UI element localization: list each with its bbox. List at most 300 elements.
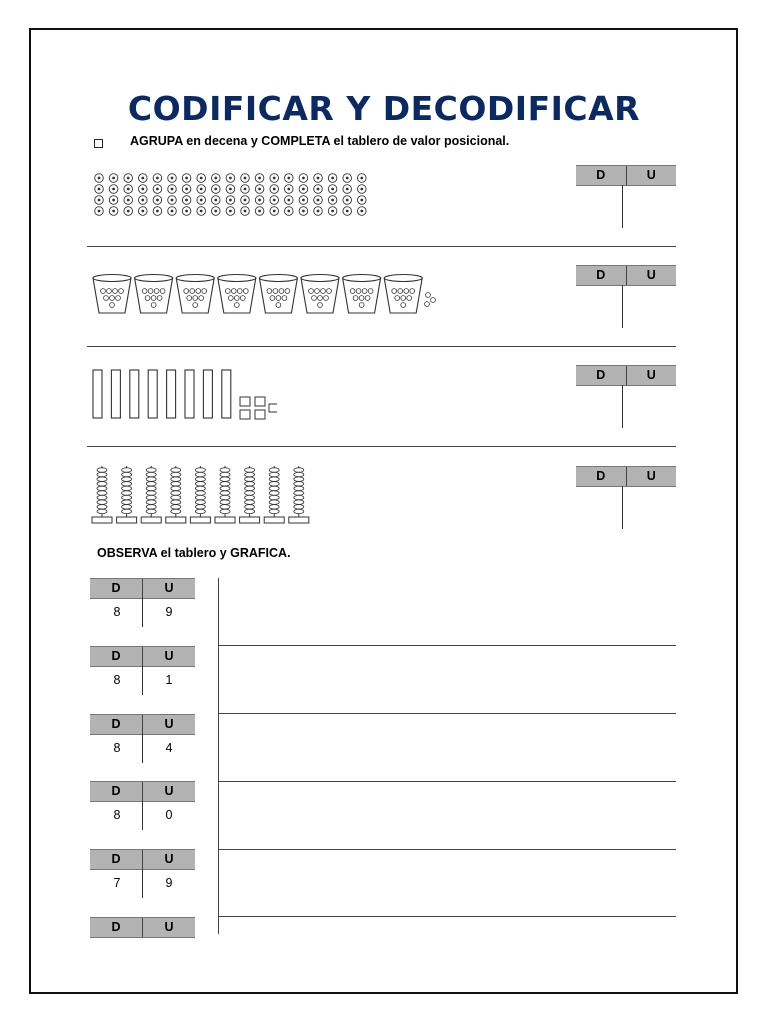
ten-rod-icon <box>167 370 176 418</box>
header-tens: D <box>111 852 121 866</box>
ball-icon <box>193 296 198 301</box>
flower-center-icon <box>346 210 349 213</box>
ball-icon <box>401 296 406 301</box>
ball-icon <box>119 289 124 294</box>
ten-rod-icon <box>93 370 102 418</box>
row-divider <box>218 849 676 850</box>
abacus-bead-icon <box>146 472 156 476</box>
flower-center-icon <box>214 210 217 213</box>
ball-icon <box>151 303 156 308</box>
abacus-bead-icon <box>269 468 279 472</box>
flower-center-icon <box>258 199 261 202</box>
ten-rod-icon <box>111 370 120 418</box>
flower-center-icon <box>346 199 349 202</box>
ball-icon <box>359 296 364 301</box>
ball-icon <box>160 289 165 294</box>
abacus-bead-icon <box>97 468 107 472</box>
flower-center-icon <box>258 177 261 180</box>
ball-icon <box>234 303 239 308</box>
flower-center-icon <box>171 210 174 213</box>
abacus-bead-icon <box>220 477 230 481</box>
abacus-bead-icon <box>245 491 255 495</box>
abacus-bead-icon <box>245 477 255 481</box>
abacus-bead-icon <box>294 491 304 495</box>
abacus-bead-icon <box>195 509 205 513</box>
flower-center-icon <box>141 177 144 180</box>
abacus-bead-icon <box>245 500 255 504</box>
header-units: U <box>164 920 174 934</box>
ball-icon <box>282 296 287 301</box>
flower-center-icon <box>317 188 320 191</box>
header-units: U <box>646 469 656 483</box>
flower-center-icon <box>141 210 144 213</box>
abacus-bead-icon <box>220 486 230 490</box>
ball-icon <box>276 303 281 308</box>
loose-ball-icon <box>425 302 430 307</box>
flower-center-icon <box>98 188 101 191</box>
ball-icon <box>110 296 115 301</box>
units-value: 0 <box>165 808 173 822</box>
abacus-base-icon <box>215 517 235 523</box>
abacus-bead-icon <box>122 477 132 481</box>
abacus-bead-icon <box>269 482 279 486</box>
unit-cube-icon <box>255 397 265 406</box>
flower-center-icon <box>273 210 276 213</box>
abacus-bead-icon <box>122 468 132 472</box>
ball-icon <box>116 296 121 301</box>
abacus-bead-icon <box>171 477 181 481</box>
abacus-bead-icon <box>220 482 230 486</box>
abacus-bead-icon <box>146 495 156 499</box>
ball-icon <box>324 296 329 301</box>
ball-icon <box>202 289 207 294</box>
abacus-bead-icon <box>220 491 230 495</box>
flower-center-icon <box>229 188 232 191</box>
du-table-divider <box>142 666 143 695</box>
ball-icon <box>107 289 112 294</box>
ten-rod-icon <box>130 370 139 418</box>
flower-center-icon <box>244 177 247 180</box>
ball-icon <box>151 296 156 301</box>
header-units: U <box>164 581 174 595</box>
header-tens: D <box>596 368 606 382</box>
du-table-header <box>90 849 195 870</box>
abacus-bead-icon <box>294 500 304 504</box>
units-value: 4 <box>165 741 173 755</box>
flower-center-icon <box>331 210 334 213</box>
flower-center-icon <box>171 199 174 202</box>
abacus-bead-icon <box>220 472 230 476</box>
ball-icon <box>237 289 242 294</box>
ball-icon <box>368 289 373 294</box>
abacus-bead-icon <box>146 486 156 490</box>
ball-icon <box>315 289 320 294</box>
flower-center-icon <box>112 210 115 213</box>
page-title: CODIFICAR Y DECODIFICAR <box>127 89 641 128</box>
flower-center-icon <box>244 199 247 202</box>
ball-icon <box>318 296 323 301</box>
graph-area-divider <box>218 578 219 934</box>
ball-icon <box>401 303 406 308</box>
header-tens: D <box>596 469 606 483</box>
du-table-header <box>90 714 195 735</box>
flower-center-icon <box>346 177 349 180</box>
flower-center-icon <box>229 177 232 180</box>
flower-center-icon <box>258 210 261 213</box>
tens-value: 7 <box>113 876 121 890</box>
abacus-bead-icon <box>195 500 205 504</box>
basket-rim-icon <box>301 275 339 282</box>
ball-icon <box>350 289 355 294</box>
flower-center-icon <box>360 210 363 213</box>
abacus-base-icon <box>289 517 309 523</box>
ball-icon <box>199 296 204 301</box>
ball-icon <box>273 289 278 294</box>
abacus-bead-icon <box>171 472 181 476</box>
du-table-header <box>90 578 195 599</box>
header-tens: D <box>111 784 121 798</box>
abacus-bead-icon <box>220 500 230 504</box>
abacus-base-icon <box>264 517 284 523</box>
flower-center-icon <box>214 177 217 180</box>
abacus-bead-icon <box>294 495 304 499</box>
basket-rim-icon <box>93 275 131 282</box>
row-divider <box>218 713 676 714</box>
abacus-base-icon <box>190 517 210 523</box>
flower-center-icon <box>156 210 159 213</box>
ball-icon <box>398 289 403 294</box>
ball-icon <box>365 296 370 301</box>
ball-icon <box>187 296 192 301</box>
abacus-bead-icon <box>195 495 205 499</box>
header-units: U <box>646 168 656 182</box>
header-units: U <box>164 649 174 663</box>
flower-center-icon <box>141 199 144 202</box>
ball-icon <box>318 303 323 308</box>
flower-center-icon <box>112 177 115 180</box>
flower-center-icon <box>287 188 290 191</box>
abacus-bead-icon <box>122 495 132 499</box>
abacus-bead-icon <box>294 468 304 472</box>
abacus-bead-icon <box>269 495 279 499</box>
flower-center-icon <box>156 188 159 191</box>
tens-value: 8 <box>113 808 121 822</box>
flower-center-icon <box>287 210 290 213</box>
abacus-bead-icon <box>294 505 304 509</box>
ball-icon <box>234 296 239 301</box>
abacus-bead-icon <box>269 486 279 490</box>
du-table-divider <box>142 734 143 763</box>
flower-center-icon <box>244 210 247 213</box>
row-divider <box>218 916 676 917</box>
du-table-header <box>90 781 195 802</box>
abacus-bead-icon <box>195 486 205 490</box>
flower-center-icon <box>360 177 363 180</box>
ball-icon <box>267 289 272 294</box>
ball-icon <box>404 289 409 294</box>
header-units: U <box>164 852 174 866</box>
flower-center-icon <box>127 210 130 213</box>
abacus-bead-icon <box>97 495 107 499</box>
abacus-bead-icon <box>195 482 205 486</box>
flower-center-icon <box>331 199 334 202</box>
units-value: 1 <box>165 673 173 687</box>
ball-icon <box>359 303 364 308</box>
tens-value: 8 <box>113 605 121 619</box>
ball-icon <box>154 289 159 294</box>
ball-icon <box>240 296 245 301</box>
abacus-bead-icon <box>294 477 304 481</box>
flower-center-icon <box>287 199 290 202</box>
flower-center-icon <box>185 199 188 202</box>
abacus-bead-icon <box>171 486 181 490</box>
flower-center-icon <box>112 199 115 202</box>
abacus-bead-icon <box>294 486 304 490</box>
row-divider <box>218 781 676 782</box>
ball-icon <box>312 296 317 301</box>
flower-center-icon <box>229 199 232 202</box>
abacus-bead-icon <box>146 482 156 486</box>
ball-icon <box>104 296 109 301</box>
ball-icon <box>231 289 236 294</box>
flower-center-icon <box>200 210 203 213</box>
abacus-bead-icon <box>245 505 255 509</box>
flower-center-icon <box>214 199 217 202</box>
ball-icon <box>407 296 412 301</box>
abacus-bead-icon <box>220 505 230 509</box>
flower-center-icon <box>156 177 159 180</box>
abacus-bead-icon <box>146 468 156 472</box>
abacus-bead-icon <box>146 477 156 481</box>
abacus-bead-icon <box>97 486 107 490</box>
ball-icon <box>410 289 415 294</box>
row-divider <box>218 645 676 646</box>
abacus-bead-icon <box>122 509 132 513</box>
flower-center-icon <box>302 199 305 202</box>
abacus-base-icon <box>92 517 112 523</box>
du-table-divider <box>142 801 143 830</box>
ball-icon <box>193 303 198 308</box>
abacus-bead-icon <box>195 472 205 476</box>
header-tens: D <box>111 649 121 663</box>
unit-cube-icon <box>240 410 250 419</box>
unit-cube-icon <box>240 397 250 406</box>
abacus-bead-icon <box>245 486 255 490</box>
ball-icon <box>148 289 153 294</box>
flower-center-icon <box>273 199 276 202</box>
basket-rim-icon <box>218 275 256 282</box>
flower-center-icon <box>185 188 188 191</box>
flower-center-icon <box>244 188 247 191</box>
abacus-bead-icon <box>97 491 107 495</box>
abacus-bead-icon <box>245 468 255 472</box>
ten-rod-icon <box>148 370 157 418</box>
flower-center-icon <box>127 199 130 202</box>
flower-center-icon <box>98 210 101 213</box>
abacus-bead-icon <box>171 505 181 509</box>
flower-center-icon <box>171 188 174 191</box>
ball-icon <box>157 296 162 301</box>
unit-cube-icon <box>255 410 265 419</box>
ball-icon <box>309 289 314 294</box>
ball-icon <box>225 289 230 294</box>
abacus-bead-icon <box>97 472 107 476</box>
instruction-part1: AGRUPA en decena y COMPLETA el tablero de valor posicional. <box>130 134 510 148</box>
abacus-bead-icon <box>269 472 279 476</box>
ball-icon <box>356 289 361 294</box>
flower-center-icon <box>331 177 334 180</box>
abacus-bead-icon <box>245 509 255 513</box>
flower-center-icon <box>258 188 261 191</box>
abacus-bead-icon <box>269 477 279 481</box>
abacus-bead-icon <box>146 509 156 513</box>
abacus-bead-icon <box>171 491 181 495</box>
header-tens: D <box>596 268 606 282</box>
abacus-bead-icon <box>294 472 304 476</box>
abacus-base-icon <box>166 517 186 523</box>
abacus-bead-icon <box>171 482 181 486</box>
flower-center-icon <box>185 177 188 180</box>
flower-center-icon <box>331 188 334 191</box>
abacus-bead-icon <box>122 491 132 495</box>
ball-icon <box>353 296 358 301</box>
tens-value: 8 <box>113 741 121 755</box>
flower-center-icon <box>141 188 144 191</box>
abacus-bead-icon <box>220 509 230 513</box>
du-table-header <box>90 917 195 938</box>
basket-rim-icon <box>384 275 422 282</box>
abacus-bead-icon <box>195 505 205 509</box>
abacus-bead-icon <box>97 505 107 509</box>
flower-center-icon <box>317 210 320 213</box>
abacus-bead-icon <box>294 482 304 486</box>
flower-center-icon <box>360 199 363 202</box>
header-tens: D <box>111 717 121 731</box>
abacus-bead-icon <box>294 509 304 513</box>
abacus-bead-icon <box>245 482 255 486</box>
abacus-bead-icon <box>220 468 230 472</box>
abacus-bead-icon <box>122 505 132 509</box>
flower-center-icon <box>112 188 115 191</box>
header-tens: D <box>111 581 121 595</box>
abacus-bead-icon <box>146 491 156 495</box>
abacus-bead-icon <box>269 491 279 495</box>
flower-center-icon <box>156 199 159 202</box>
flower-center-icon <box>200 199 203 202</box>
flower-center-icon <box>273 177 276 180</box>
ball-icon <box>279 289 284 294</box>
unit-cube-icon <box>269 404 277 412</box>
ball-icon <box>113 289 118 294</box>
ball-icon <box>270 296 275 301</box>
ball-icon <box>392 289 397 294</box>
header-units: U <box>164 784 174 798</box>
ten-rod-icon <box>203 370 212 418</box>
du-table-divider <box>142 869 143 898</box>
ball-icon <box>228 296 233 301</box>
flower-center-icon <box>302 188 305 191</box>
abacus-bead-icon <box>97 509 107 513</box>
ball-icon <box>101 289 106 294</box>
ball-icon <box>142 289 147 294</box>
abacus-bead-icon <box>171 495 181 499</box>
abacus-bead-icon <box>97 500 107 504</box>
flower-center-icon <box>98 177 101 180</box>
tens-value: 8 <box>113 673 121 687</box>
abacus-bead-icon <box>195 468 205 472</box>
abacus-bead-icon <box>122 472 132 476</box>
abacus-bead-icon <box>122 486 132 490</box>
ball-icon <box>395 296 400 301</box>
ball-icon <box>145 296 150 301</box>
flower-center-icon <box>317 199 320 202</box>
abacus-base-icon <box>141 517 161 523</box>
loose-ball-icon <box>426 293 431 298</box>
header-units: U <box>646 268 656 282</box>
ball-icon <box>321 289 326 294</box>
flower-center-icon <box>185 210 188 213</box>
abacus-bead-icon <box>97 482 107 486</box>
flower-center-icon <box>346 188 349 191</box>
ball-icon <box>362 289 367 294</box>
ball-icon <box>243 289 248 294</box>
abacus-bead-icon <box>146 500 156 504</box>
flower-center-icon <box>200 188 203 191</box>
header-units: U <box>164 717 174 731</box>
abacus-bead-icon <box>245 495 255 499</box>
abacus-bead-icon <box>146 505 156 509</box>
abacus-bead-icon <box>269 509 279 513</box>
abacus-bead-icon <box>269 500 279 504</box>
flower-center-icon <box>200 177 203 180</box>
units-value: 9 <box>165 876 173 890</box>
instruction-part2: OBSERVA el tablero y GRAFICA. <box>97 546 291 560</box>
abacus-bead-icon <box>195 491 205 495</box>
abacus-bead-icon <box>171 468 181 472</box>
abacus-bead-icon <box>97 477 107 481</box>
flower-center-icon <box>98 199 101 202</box>
abacus-bead-icon <box>269 505 279 509</box>
flower-center-icon <box>302 177 305 180</box>
flower-center-icon <box>127 188 130 191</box>
abacus-bead-icon <box>122 482 132 486</box>
abacus-bead-icon <box>220 495 230 499</box>
header-tens: D <box>111 920 121 934</box>
units-value: 9 <box>165 605 173 619</box>
flower-center-icon <box>171 177 174 180</box>
abacus-bead-icon <box>122 500 132 504</box>
ball-icon <box>190 289 195 294</box>
flower-center-icon <box>360 188 363 191</box>
abacus-bead-icon <box>171 500 181 504</box>
basket-rim-icon <box>176 275 214 282</box>
du-table-divider <box>142 598 143 627</box>
ball-icon <box>276 296 281 301</box>
header-tens: D <box>596 168 606 182</box>
loose-ball-icon <box>431 298 436 303</box>
ten-rod-icon <box>185 370 194 418</box>
abacus-base-icon <box>117 517 137 523</box>
flower-center-icon <box>127 177 130 180</box>
ball-icon <box>327 289 332 294</box>
flower-center-icon <box>229 210 232 213</box>
ball-icon <box>285 289 290 294</box>
flower-center-icon <box>273 188 276 191</box>
flower-center-icon <box>317 177 320 180</box>
basket-rim-icon <box>259 275 297 282</box>
ball-icon <box>196 289 201 294</box>
basket-rim-icon <box>343 275 381 282</box>
